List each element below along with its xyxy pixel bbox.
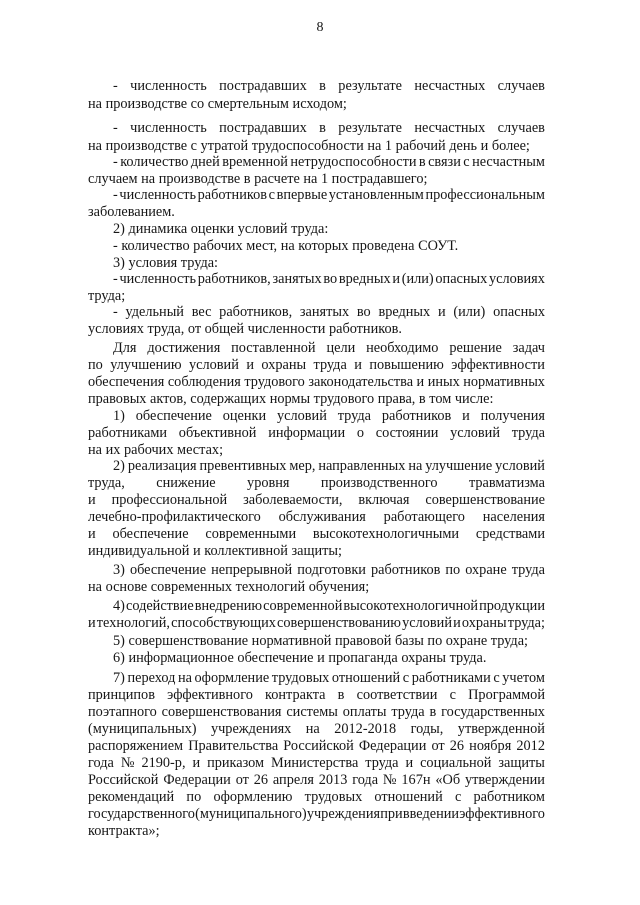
text-line: условиях труда, от общей численности работников. [88, 321, 402, 337]
text-line: 1) обеспечение оценки условий труда работников и получения [113, 408, 545, 424]
text-line: (муниципальных) учреждениях на 2012-2018 годы, утвержденной [88, 721, 545, 737]
text-line: индивидуальной и коллективной защиты; [88, 543, 342, 559]
text-line: 6) информационное обеспечение и пропаганда охраны труда. [113, 650, 487, 666]
text-line: правовых актов, содержащих нормы трудового права, в том числе: [88, 391, 494, 407]
text-line: 7) переход на оформление трудовых отношений с работниками с учетом [113, 670, 545, 686]
text-line: - численность работников с впервые установленным профессиональным [113, 187, 545, 203]
text-line: на их рабочих местах; [88, 442, 224, 458]
text-line: года № 2190-р, и приказом Министерства труда и социальной защиты [88, 755, 545, 771]
text-line: принципов эффективного контракта в соответствии с Программой [88, 687, 545, 703]
text-line: государственного (муниципального) учреждения при введении эффективного [88, 806, 545, 822]
text-line: по улучшению условий и охраны труда и повышению эффективности [88, 357, 545, 373]
text-line: на основе современных технологий обучения; [88, 579, 370, 595]
text-line: Для достижения поставленной цели необходимо решение задач [113, 340, 545, 356]
text-line: Российской Федерации от 26 апреля 2013 года № 167н «Об утверждении [88, 772, 545, 788]
text-line: 3) обеспечение непрерывной подготовки работников по охране труда [113, 562, 545, 578]
text-line: и технологий, способствующих совершенствованию условий и охраны труда; [88, 615, 545, 631]
text-line: рекомендаций по оформлению трудовых отношений с работником [88, 789, 545, 805]
text-line: 2) динамика оценки условий труда: [113, 221, 329, 237]
text-line: - количество дней временной нетрудоспособности в связи с несчастным [113, 154, 545, 170]
text-line: труда, снижение уровня производственного травматизма [88, 475, 545, 491]
text-line: - численность пострадавших в результате несчастных случаев [113, 120, 545, 136]
text-line: 3) условия труда: [113, 255, 219, 271]
text-line: обеспечения соблюдения трудового законодательства и иных нормативных [88, 374, 545, 390]
text-line: поэтапного совершенствования системы оплаты труда в государственных [88, 704, 545, 720]
text-line: лечебно-профилактического обслуживания работающего населения [88, 509, 545, 525]
text-line: - удельный вес работников, занятых во вредных и (или) опасных [113, 304, 545, 320]
text-line: работниками объективной информации о состоянии условий труда [88, 425, 545, 441]
text-line: заболеванием. [88, 204, 175, 220]
text-line: труда; [88, 288, 126, 304]
text-line: 4) содействие внедрению современной высокотехнологичной продукции [113, 598, 545, 614]
page-number: 8 [316, 20, 324, 35]
text-line: - количество рабочих мест, на которых проведена СОУТ. [113, 238, 459, 254]
text-line: случаем на производстве в расчете на 1 пострадавшего; [88, 171, 428, 187]
text-line: 2) реализация превентивных мер, направленных на улучшение условий [113, 458, 545, 474]
text-line: и профессиональной заболеваемости, включая совершенствование [88, 492, 545, 508]
text-line: - численность пострадавших в результате несчастных случаев [113, 78, 545, 94]
text-line: 5) совершенствование нормативной правовой базы по охране труда; [113, 633, 529, 649]
text-line: на производстве со смертельным исходом; [88, 96, 347, 112]
text-line: на производстве с утратой трудоспособности на 1 рабочий день и более; [88, 138, 530, 154]
text-line: распоряжением Правительства Российской Федерации от 26 ноября 2012 [88, 738, 545, 754]
text-line: контракта»; [88, 823, 160, 839]
text-line: - численность работников, занятых во вредных и (или) опасных условиях [113, 271, 545, 287]
text-line: и обеспечение современными высокотехнологичными средствами [88, 526, 545, 542]
